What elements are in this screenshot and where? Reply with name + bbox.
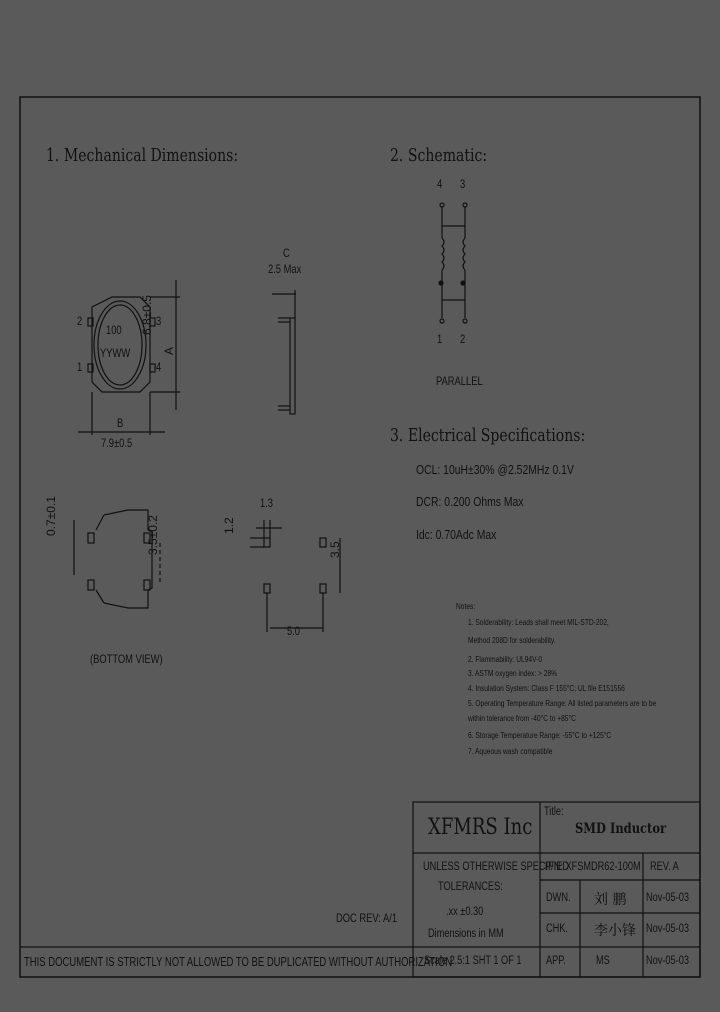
note-2: 2. Flammability: UL94V-0 [468, 654, 543, 664]
dim-b-label: B [117, 416, 124, 430]
pin-4-label: 4 [156, 360, 162, 374]
schematic-heading: 2. Schematic: [390, 145, 488, 166]
title-value: SMD Inductor [575, 821, 667, 837]
mechanical-heading: 1. Mechanical Dimensions: [46, 145, 239, 166]
chk-label: CHK. [546, 923, 568, 935]
note-6: 6. Storage Temperature Range: -55°C to +125°C [468, 730, 612, 740]
doc-rev: DOC REV: A/1 [336, 911, 398, 925]
pad-dim-left: 1.2 [222, 517, 236, 534]
app-name: MS [596, 955, 610, 967]
spec-idc: Idc: 0.70Adc Max [416, 527, 497, 542]
dimensions-unit: Dimensions in MM [428, 928, 504, 940]
marking-line2: YYWW [100, 346, 131, 360]
schematic-pin-3: 3 [460, 177, 466, 191]
notes-title: Notes: [456, 601, 476, 611]
revision: REV. A [650, 861, 679, 873]
tolerances-label: TOLERANCES: [438, 881, 503, 893]
note-1b: Method 208D for solderability. [468, 635, 556, 645]
dim-b-value: 7.9±0.5 [101, 436, 133, 450]
dim-c-label: C [283, 246, 290, 260]
spec-dcr: DCR: 0.200 Ohms Max [416, 494, 524, 509]
pad-layout [250, 520, 340, 632]
app-date: Nov-05-03 [646, 955, 689, 967]
pad-dim-top: 1.3 [260, 496, 274, 510]
schematic-config: PARALLEL [436, 374, 483, 388]
pad-dim-bottom: 5.0 [287, 624, 301, 638]
pad-dim-right: 3.5 [328, 541, 342, 558]
chk-name: 李小锋 [594, 923, 636, 939]
schematic-pin-4: 4 [437, 177, 443, 191]
marking-line1: 100 [106, 323, 122, 337]
schematic-pin-2: 2 [460, 332, 466, 346]
pin-1-label: 1 [77, 360, 83, 374]
scale-sheet: Scale 2.5:1 SHT 1 OF 1 [424, 955, 522, 967]
schematic-pin-1: 1 [437, 332, 443, 346]
bottom-dim-left: 0.7±0.1 [44, 496, 58, 536]
title-label: Title: [544, 806, 564, 818]
dim-c-value: 2.5 Max [268, 262, 302, 276]
footer-warning: THIS DOCUMENT IS STRICTLY NOT ALLOWED TO BE DUPLICATED WITHOUT AUTHORIZATION [24, 955, 453, 969]
note-5b: within tolerance from -40°C to +85°C [468, 713, 576, 723]
pin-3-label: 3 [156, 314, 162, 328]
component-side-view [272, 290, 296, 414]
company-name: XFMRS Inc [428, 815, 533, 840]
chk-date: Nov-05-03 [646, 923, 689, 935]
note-7: 7. Aqueous wash compatible [468, 746, 553, 756]
dwn-name: 刘 鹏 [594, 892, 627, 908]
dim-a-value: 6.8±0.5 [140, 295, 154, 335]
schematic-diagram [439, 203, 467, 323]
note-4: 4. Insulation System: Class F 155°C; UL file E151556 [468, 683, 625, 693]
unless-specified: UNLESS OTHERWISE SPECIFIED [423, 861, 570, 873]
tolerance-xx: .xx ±0.30 [446, 906, 484, 918]
dim-a-label: A [162, 346, 176, 355]
dwn-date: Nov-05-03 [646, 892, 689, 904]
app-label: APP. [546, 955, 566, 967]
bottom-view-label: (BOTTOM VIEW) [90, 652, 163, 666]
note-5a: 5. Operating Temperature Range: All listed parameters are to be [468, 698, 657, 708]
pin-2-label: 2 [77, 314, 83, 328]
bottom-dim-right: 3.5±0.2 [146, 515, 160, 555]
spec-ocl: OCL: 10uH±30% @2.52MHz 0.1V [416, 462, 574, 477]
part-number: P/N: XFSMDR62-100M [545, 861, 641, 873]
electrical-heading: 3. Electrical Specifications: [390, 425, 586, 446]
dwn-label: DWN. [546, 892, 571, 904]
note-1a: 1. Solderability: Leads shall meet MIL-STD-202, [468, 617, 609, 627]
note-3: 3. ASTM oxygen index: > 28% [468, 668, 558, 678]
